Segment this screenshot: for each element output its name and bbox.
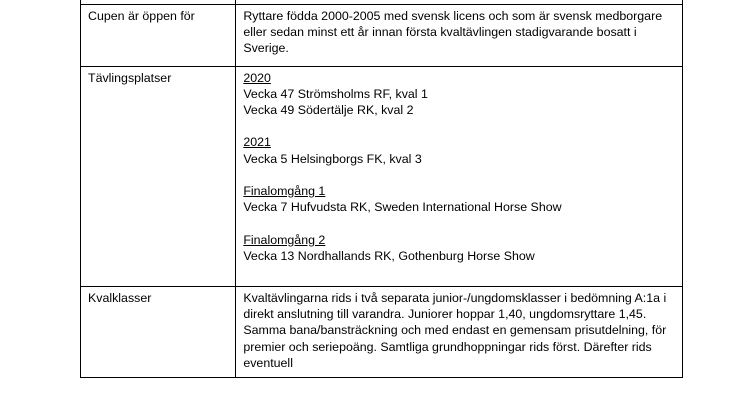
- venue-line: Vecka 5 Helsingborgs FK, kval 3: [243, 151, 422, 166]
- row-label-eligibility: Cupen är öppen för: [81, 5, 236, 67]
- spacer: [243, 215, 675, 231]
- venues-cell: [236, 66, 683, 286]
- spacer: [243, 118, 675, 134]
- venue-line: Vecka 47 Strömsholms RF, kval 1: [243, 86, 428, 101]
- table-row-qualifying-classes: [81, 287, 683, 378]
- venue-group-heading-final-2: Finalomgång 2: [243, 232, 326, 247]
- row-label-qualifying-classes: Kvalklasser: [81, 287, 236, 378]
- venue-group-heading-final-1: Finalomgång 1: [243, 184, 326, 198]
- document-table: [80, 0, 683, 378]
- venue-line: Vecka 49 Södertälje RK, kval 2: [243, 103, 414, 118]
- table-row-eligibility: [81, 5, 683, 67]
- spacer: [243, 167, 675, 183]
- table-row-venues: [81, 66, 683, 286]
- venue-group-heading-2020: 2020: [243, 70, 271, 85]
- row-text-qualifying-classes: Kvaltävlingarna rids i två separata junior-/ungdomsklasser i bedömning A:1a i direkt anslutning till varandra. Juniorer hoppar 1,40, ungdomsryttare 1,45. Samma bana/bansträckning och med endast en gemensam prisutdelning, för premier och seriepoäng. Samtliga grundhoppningar rids först. Därefter rids eventuell: [236, 287, 683, 378]
- row-text-eligibility: Ryttare födda 2000-2005 med svensk licens och som är svensk medborgare eller sedan minst ett år innan första kvaltävlingen stadigvarande bosatt i Sverige.: [236, 5, 683, 67]
- venue-line: Vecka 7 Hufvudsta RK, Sweden International Horse Show: [243, 200, 562, 215]
- row-label-venues: Tävlingsplatser: [81, 66, 236, 286]
- venue-line: Vecka 13 Nordhallands RK, Gothenburg Horse Show: [243, 248, 535, 263]
- venue-group-heading-2021: 2021: [243, 135, 271, 150]
